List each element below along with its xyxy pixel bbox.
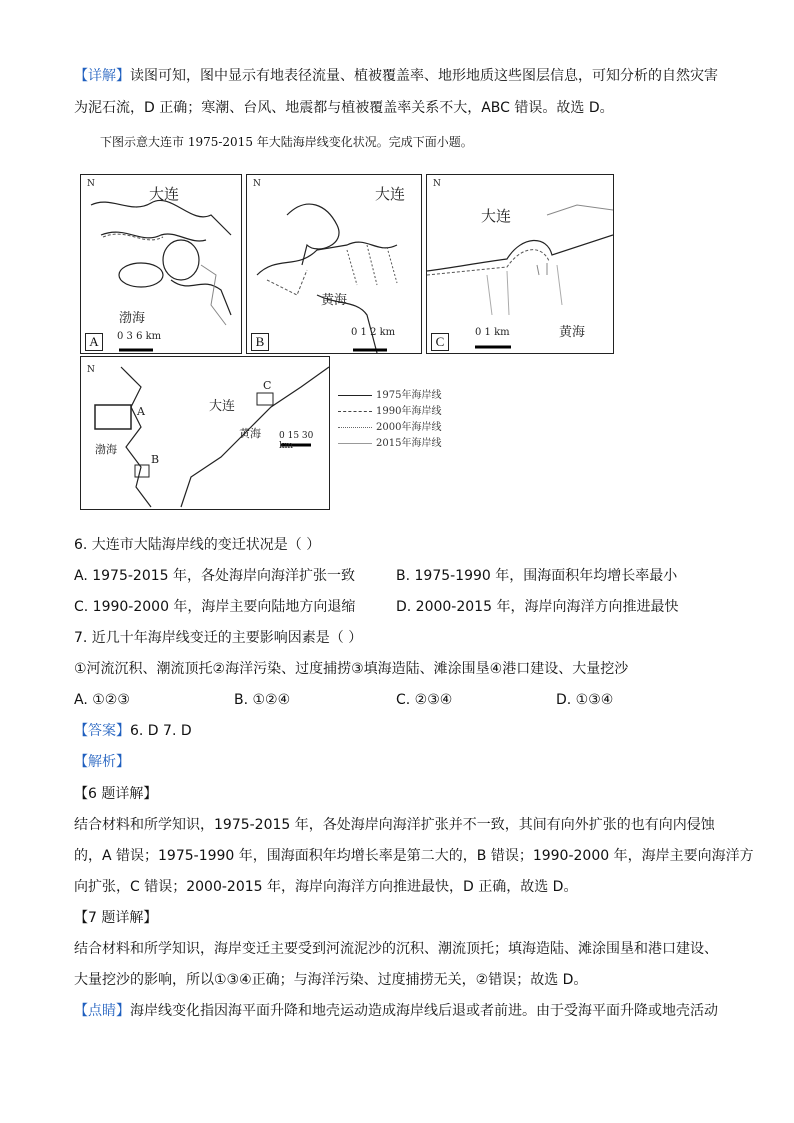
q6-option-a: A. 1975-2015 年，各处海岸向海洋扩张一致	[74, 568, 355, 584]
overview-label-c: C	[263, 379, 272, 392]
d6-line2: 的，A 错误；1975-1990 年，围海面积年均增长率是第二大的，B 错误；1990-2000 年，海岸主要向海洋方	[74, 848, 754, 864]
detail-tag: 【详解】	[74, 68, 130, 84]
detail-text: 读图可知，图中显示有地表径流量、植被覆盖率、地形地质这些图层信息，可知分析的自然灾害	[130, 68, 718, 84]
answer-tag: 【答案】	[74, 723, 130, 739]
d6-line1: 结合材料和所学知识，1975-2015 年，各处海岸向海洋扩张并不一致，其间有向外扩张的也有向内侵蚀	[74, 817, 715, 833]
overview-sea-yellow: 黄海	[239, 427, 261, 440]
overview-scale: 0 15 30 km	[279, 431, 314, 451]
tip-text: 海岸线变化指因海平面升降和地壳运动造成海岸线后退或者前进。由于受海平面升降或地壳活动	[130, 1003, 718, 1019]
legend-item-2015: 2015年海岸线	[338, 434, 441, 449]
q6-option-c: C. 1990-2000 年，海岸主要向陆地方向退缩	[74, 599, 356, 615]
map-c-city: 大连	[481, 207, 512, 225]
panel-letter-c: C	[431, 333, 449, 351]
map-a-city: 大连	[149, 185, 180, 203]
q6-stem: 6. 大连市大陆海岸线的变迁状况是（ ）	[74, 537, 321, 553]
detail-paragraph-line1	[74, 66, 718, 86]
overview-city: 大连	[209, 399, 236, 414]
answer-text: 6. D 7. D	[130, 723, 192, 739]
d7-tag: 【7 题详解】	[74, 910, 158, 926]
panel-letter-b: B	[251, 333, 269, 351]
overview-sea-bohai: 渤海	[95, 443, 117, 456]
north-arrow-c: N	[433, 179, 441, 189]
overview-label-b: B	[151, 453, 160, 466]
map-c-scale: 0 1 km	[475, 327, 510, 338]
legend-item-1990: 1990年海岸线	[338, 402, 441, 417]
tip-tag: 【点睛】	[74, 1003, 130, 1019]
legend-item-2000: 2000年海岸线	[338, 418, 441, 433]
detail-paragraph-line2: 为泥石流，D 正确；寒潮、台风、地震都与植被覆盖率关系不大，ABC 错误。故选 D。	[74, 100, 614, 116]
overview-map	[80, 356, 330, 510]
map-a-scale: 0 3 6 km	[117, 331, 162, 342]
north-arrow-a: N	[87, 179, 95, 189]
answer-line	[74, 721, 192, 741]
north-arrow-b: N	[253, 179, 261, 189]
q6-option-d: D. 2000-2015 年，海岸向海洋方向推进最快	[396, 599, 679, 615]
map-c-sea: 黄海	[559, 325, 586, 340]
north-arrow-overview: N	[87, 365, 95, 375]
q7-factors: ①河流沉积、潮流顶托②海洋污染、过度捕捞③填海造陆、滩涂围垦④港口建设、大量挖沙	[74, 661, 629, 677]
q7-option-a: A. ①②③	[74, 692, 130, 708]
map-a-sea: 渤海	[119, 311, 146, 326]
legend-item-1975: 1975年海岸线	[338, 386, 441, 401]
analysis-tag: 【解析】	[74, 754, 130, 770]
map-b-city: 大连	[375, 185, 406, 203]
map-c-drawing	[427, 175, 613, 353]
q7-option-d: D. ①③④	[556, 692, 614, 708]
d6-line3: 向扩张，C 错误；2000-2015 年，海岸向海洋方向推进最快，D 正确，故选 D。	[74, 879, 578, 895]
overview-label-a: A	[137, 405, 145, 418]
tip-line	[74, 1001, 718, 1021]
q7-stem: 7. 近几十年海岸线变迁的主要影响因素是（ ）	[74, 630, 363, 646]
map-b-sea: 黄海	[321, 293, 348, 308]
q7-option-c: C. ②③④	[396, 692, 453, 708]
d7-line1: 结合材料和所学知识，海岸变迁主要受到河流泥沙的沉积、潮流顶托；填海造陆、滩涂围垦和港口建设、	[74, 941, 718, 957]
map-panel-b	[246, 174, 422, 354]
d6-tag: 【6 题详解】	[74, 786, 158, 802]
map-panel-c	[426, 174, 614, 354]
map-panel-a	[80, 174, 242, 354]
d7-line2: 大量挖沙的影响，所以①③④正确；与海洋污染、过度捕捞无关，②错误；故选 D。	[74, 972, 588, 988]
figure-caption: 下图示意大连市 1975-2015 年大陆海岸线变化状况。完成下面小题。	[100, 135, 473, 149]
q6-option-b: B. 1975-1990 年，围海面积年均增长率最小	[396, 568, 678, 584]
panel-letter-a: A	[85, 333, 103, 351]
map-b-scale: 0 1 2 km	[351, 327, 396, 338]
q7-option-b: B. ①②④	[234, 692, 291, 708]
